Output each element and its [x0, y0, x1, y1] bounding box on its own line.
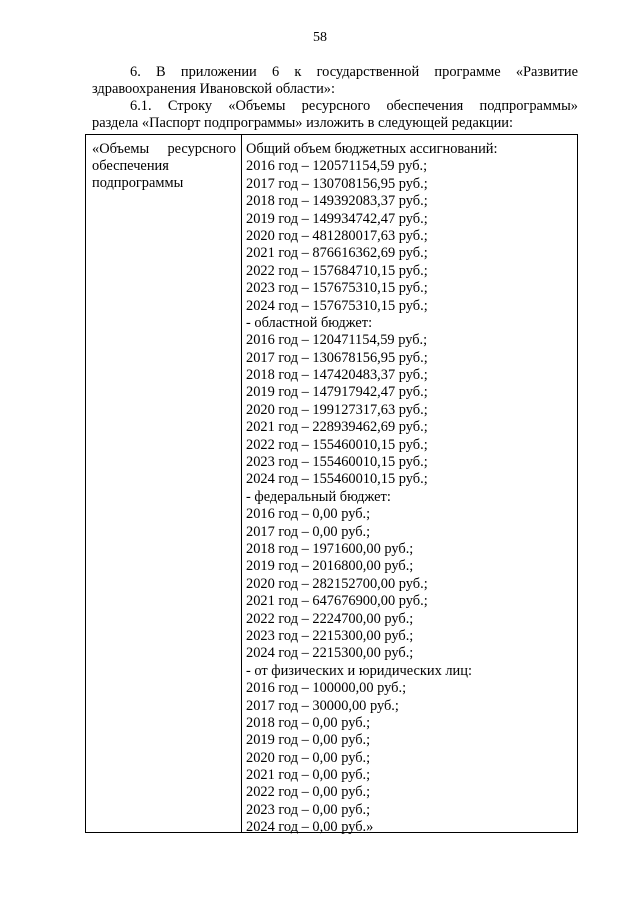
paragraph-text: 6.1. Строку «Объемы ресурсного обеспечения подпрограммы» — [130, 98, 578, 114]
funding-line: 2020 год – 199127317,63 руб.; — [246, 401, 428, 418]
funding-line: 2018 год – 1971600,00 руб.; — [246, 540, 414, 557]
funding-line: 2016 год – 100000,00 руб.; — [246, 680, 407, 697]
funding-line: - областной бюджет: — [246, 314, 373, 331]
funding-line: 2020 год – 282152700,00 руб.; — [246, 575, 428, 592]
funding-line: 2018 год – 147420483,37 руб.; — [246, 367, 428, 384]
funding-line: 2024 год – 157675310,15 руб.; — [246, 297, 428, 314]
funding-line: 2024 год – 2215300,00 руб.; — [246, 645, 414, 662]
funding-line: 2021 год – 0,00 руб.; — [246, 767, 371, 784]
funding-line: 2019 год – 147917942,47 руб.; — [246, 384, 428, 401]
paragraph-text: 6. В приложении 6 к государственной программе «Развитие — [130, 64, 578, 80]
funding-line: 2018 год – 0,00 руб.; — [246, 714, 371, 731]
funding-line: 2016 год – 0,00 руб.; — [246, 506, 371, 523]
funding-line: 2022 год – 2224700,00 руб.; — [246, 610, 414, 627]
left-cell-line: подпрограммы — [92, 175, 184, 191]
funding-line: 2024 год – 155460010,15 руб.; — [246, 471, 428, 488]
funding-line: 2022 год – 157684710,15 руб.; — [246, 262, 428, 279]
funding-line: 2021 год – 876616362,69 руб.; — [246, 245, 428, 262]
funding-line: Общий объем бюджетных ассигнований: — [246, 141, 498, 157]
funding-line: 2024 год – 0,00 руб.» — [246, 819, 374, 836]
paragraph-line — [92, 98, 578, 115]
funding-line: 2017 год – 30000,00 руб.; — [246, 697, 399, 714]
funding-line: 2016 год – 120571154,59 руб.; — [246, 158, 428, 175]
funding-line: 2017 год – 130708156,95 руб.; — [246, 175, 428, 192]
table-right-cell — [246, 141, 574, 837]
left-cell-line: обеспечения — [92, 158, 169, 174]
page-number: 58 — [313, 30, 327, 45]
funding-line: 2021 год – 228939462,69 руб.; — [246, 419, 428, 436]
paragraph-line: здравоохранения Ивановской области»: — [92, 81, 335, 97]
funding-line: 2023 год – 155460010,15 руб.; — [246, 454, 428, 471]
funding-line: 2019 год – 2016800,00 руб.; — [246, 558, 414, 575]
funding-line: 2023 год – 157675310,15 руб.; — [246, 280, 428, 297]
funding-line: 2017 год – 0,00 руб.; — [246, 523, 371, 540]
funding-line: 2016 год – 120471154,59 руб.; — [246, 332, 428, 349]
funding-line: 2017 год – 130678156,95 руб.; — [246, 349, 428, 366]
paragraph-line — [92, 64, 578, 81]
funding-line: 2019 год – 0,00 руб.; — [246, 732, 371, 749]
column-divider — [241, 135, 242, 832]
left-cell-line: «Объемы ресурсного — [92, 141, 236, 157]
funding-line: 2022 год – 0,00 руб.; — [246, 784, 371, 801]
paragraph-amendment-6 — [92, 64, 578, 98]
funding-line: 2020 год – 481280017,63 руб.; — [246, 227, 428, 244]
paragraph-line: раздела «Паспорт подпрограммы» изложить в следующей редакции: — [92, 115, 513, 131]
funding-line: 2023 год – 2215300,00 руб.; — [246, 627, 414, 644]
funding-line: 2019 год – 149934742,47 руб.; — [246, 210, 428, 227]
funding-line: 2022 год – 155460010,15 руб.; — [246, 436, 428, 453]
funding-line: 2021 год – 647676900,00 руб.; — [246, 593, 428, 610]
funding-line: 2020 год – 0,00 руб.; — [246, 749, 371, 766]
funding-line: 2018 год – 149392083,37 руб.; — [246, 193, 428, 210]
passport-table — [85, 134, 578, 836]
table-left-cell — [92, 141, 236, 192]
funding-line: 2023 год – 0,00 руб.; — [246, 801, 371, 818]
paragraph-amendment-6-1 — [92, 98, 578, 132]
funding-line: - федеральный бюджет: — [246, 488, 391, 505]
funding-line: - от физических и юридических лиц: — [246, 662, 472, 679]
